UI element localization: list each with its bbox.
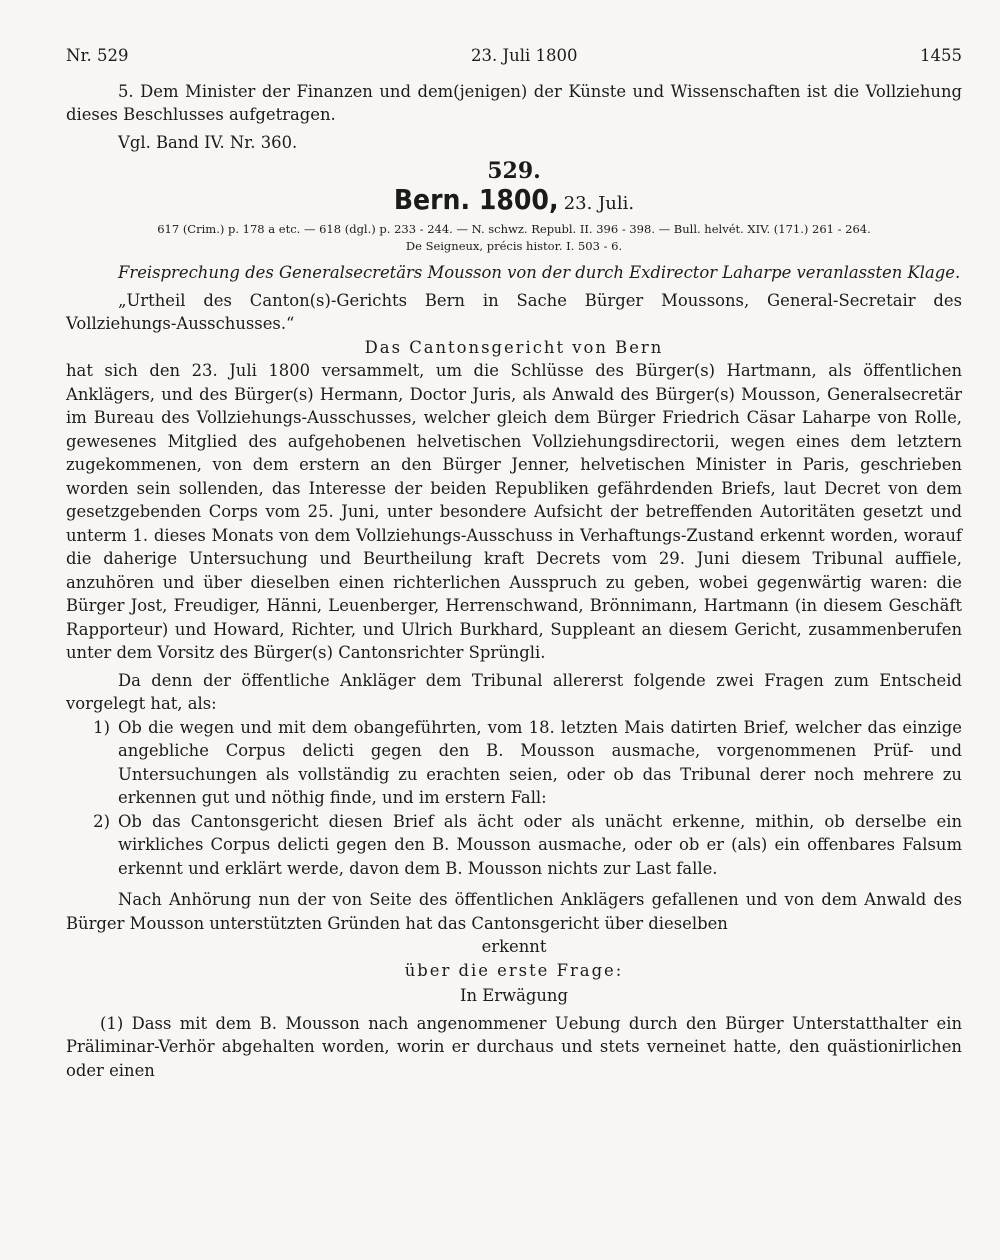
source-references-line-1: 617 (Crim.) p. 178 a etc. — 618 (dgl.) p. 233 - 244. — N. schwz. Republ. II. 396 - 398. — Bull. helvét. XIV. (171.) 261 - 264. [157,222,871,236]
page-header [66,44,962,68]
erste-frage-heading: über die erste Frage: [404,960,624,980]
date-small: 23. Juli. [563,192,635,214]
document-summary: Freisprechung des Generalsecretärs Mousson von der durch Exdirector Laharpe veranlassten Klage. [118,263,961,282]
paragraph-3: Nach Anhörung nun der von Seite des öffentlichen Anklägers gefallenen und von dem Anwald des Bürger Mousson unterstützten Gründen hat das Cantonsgericht über dieselben [66,890,962,933]
document-number: 529. [487,158,541,184]
source-references-line-2: De Seigneux, précis histor. I. 503 - 6. [405,239,623,253]
question-text: Ob das Cantonsgericht diesen Brief als ächt oder als unächt erkenne, mithin, ob derselbe ein wirkliches Corpus delicti gegen den B. Mousson ausmache, oder ob er (als) ein offenbares Falsum erkennt und erklärt werde, davon dem B. Mousson nichts zur Last falle. [118,811,962,878]
question-label: 2) [93,811,110,831]
document-page [66,44,962,1082]
question-text: Ob die wegen und mit dem obangeführten, vom 18. letzten Mais datirten Brief, welcher das einzige angebliche Corpus delicti gegen den B. Mousson ausmache, vorgenommenen Prüf- und Untersuchungen als vollständig zu erachten seien, oder ob das Tribunal derer noch mehrere zu erkennen gut und nöthig finde, und im erstern Fall: [118,717,962,807]
list-item [66,810,962,881]
paragraph-1: hat sich den 23. Juli 1800 versammelt, um die Schlüsse des Bürger(s) Hartmann, als öffentlichen Anklägers, und des Bürger(s) Hermann, Doctor Juris, als Anwald des Bürger(s) Mousson, Generalsecretär im Bureau des Vollziehungs-Ausschusses, welcher gleich dem Bürger Friedrich Cäsar Laharpe von Rolle, gewesenes Mitglied des aufgehobenen helvetischen Vollziehungsdirectorii, wegen eines dem letztern zugekommenen, von dem erstern an den Bürger Jenner, helvetischen Minister in Paris, geschrieben worden sein sollenden, das Interesse der beiden Republiken gefährdenden Briefs, laut Decret von dem gesetzgebenden Corps vom 25. Juni, unter besondere Aufsicht der betreffenden Autoritäten gesetzt und unterm 1. dieses Monats von dem Vollziehungs-Ausschuss in Verhaftungs-Zustand erkennt worden, worauf die daherige Untersuchung und Beurtheilung kraft Decrets vom 29. Juni diesem Tribunal auffiele, anzuhören und über dieselben einen richterlichen Ausspruch zu geben, wobei gegenwärtig waren: die Bürger Jost, Freudiger, Hänni, Leuenberger, Herrenschwand, Brönnimann, Hartmann (in diesem Geschäft Rapporteur) und Howard, Richter, und Ulrich Burkhard, Suppleant an diesem Gericht, zusammenberufen unter dem Vorsitz des Bürger(s) Cantonsrichter Sprüngli. [66,361,962,662]
place-date-heading [66,182,962,216]
place-year: Bern. 1800, [393,182,559,216]
erkennt-heading: erkennt [481,937,547,956]
header-doc-number: Nr. 529 [66,46,129,65]
court-heading: Das Cantonsgericht von Bern [364,337,664,357]
erwaegung-heading: In Erwägung [460,986,568,1005]
question-label: 1) [93,717,110,737]
header-date: 23. Juli 1800 [470,46,578,65]
header-page-number: 1455 [920,46,962,65]
judgment-title: „Urtheil des Canton(s)-Gerichts Bern in Sache Bürger Moussons, General-Secretair des Vollziehungs-Ausschusses.“ [66,290,962,333]
vgl-reference: Vgl. Band IV. Nr. 360. [118,132,298,152]
questions-list [66,716,962,881]
paragraph-2: Da denn der öffentliche Ankläger dem Tribunal allererst folgende zwei Fragen zum Entscheid vorgelegt hat, als: [66,670,962,713]
paragraph-4: (1) Dass mit dem B. Mousson nach angenommener Uebung durch den Bürger Unterstatthalter ein Präliminar-Verhör abgehalten worden, worin er durchaus und stets verneinet hatte, den quästionirlichen oder einen [66,1013,962,1080]
previous-item-5: 5. Dem Minister der Finanzen und dem(jenigen) der Künste und Wissenschaften ist die Vollziehung dieses Beschlusses aufgetragen. [66,81,962,124]
list-item [66,716,962,810]
